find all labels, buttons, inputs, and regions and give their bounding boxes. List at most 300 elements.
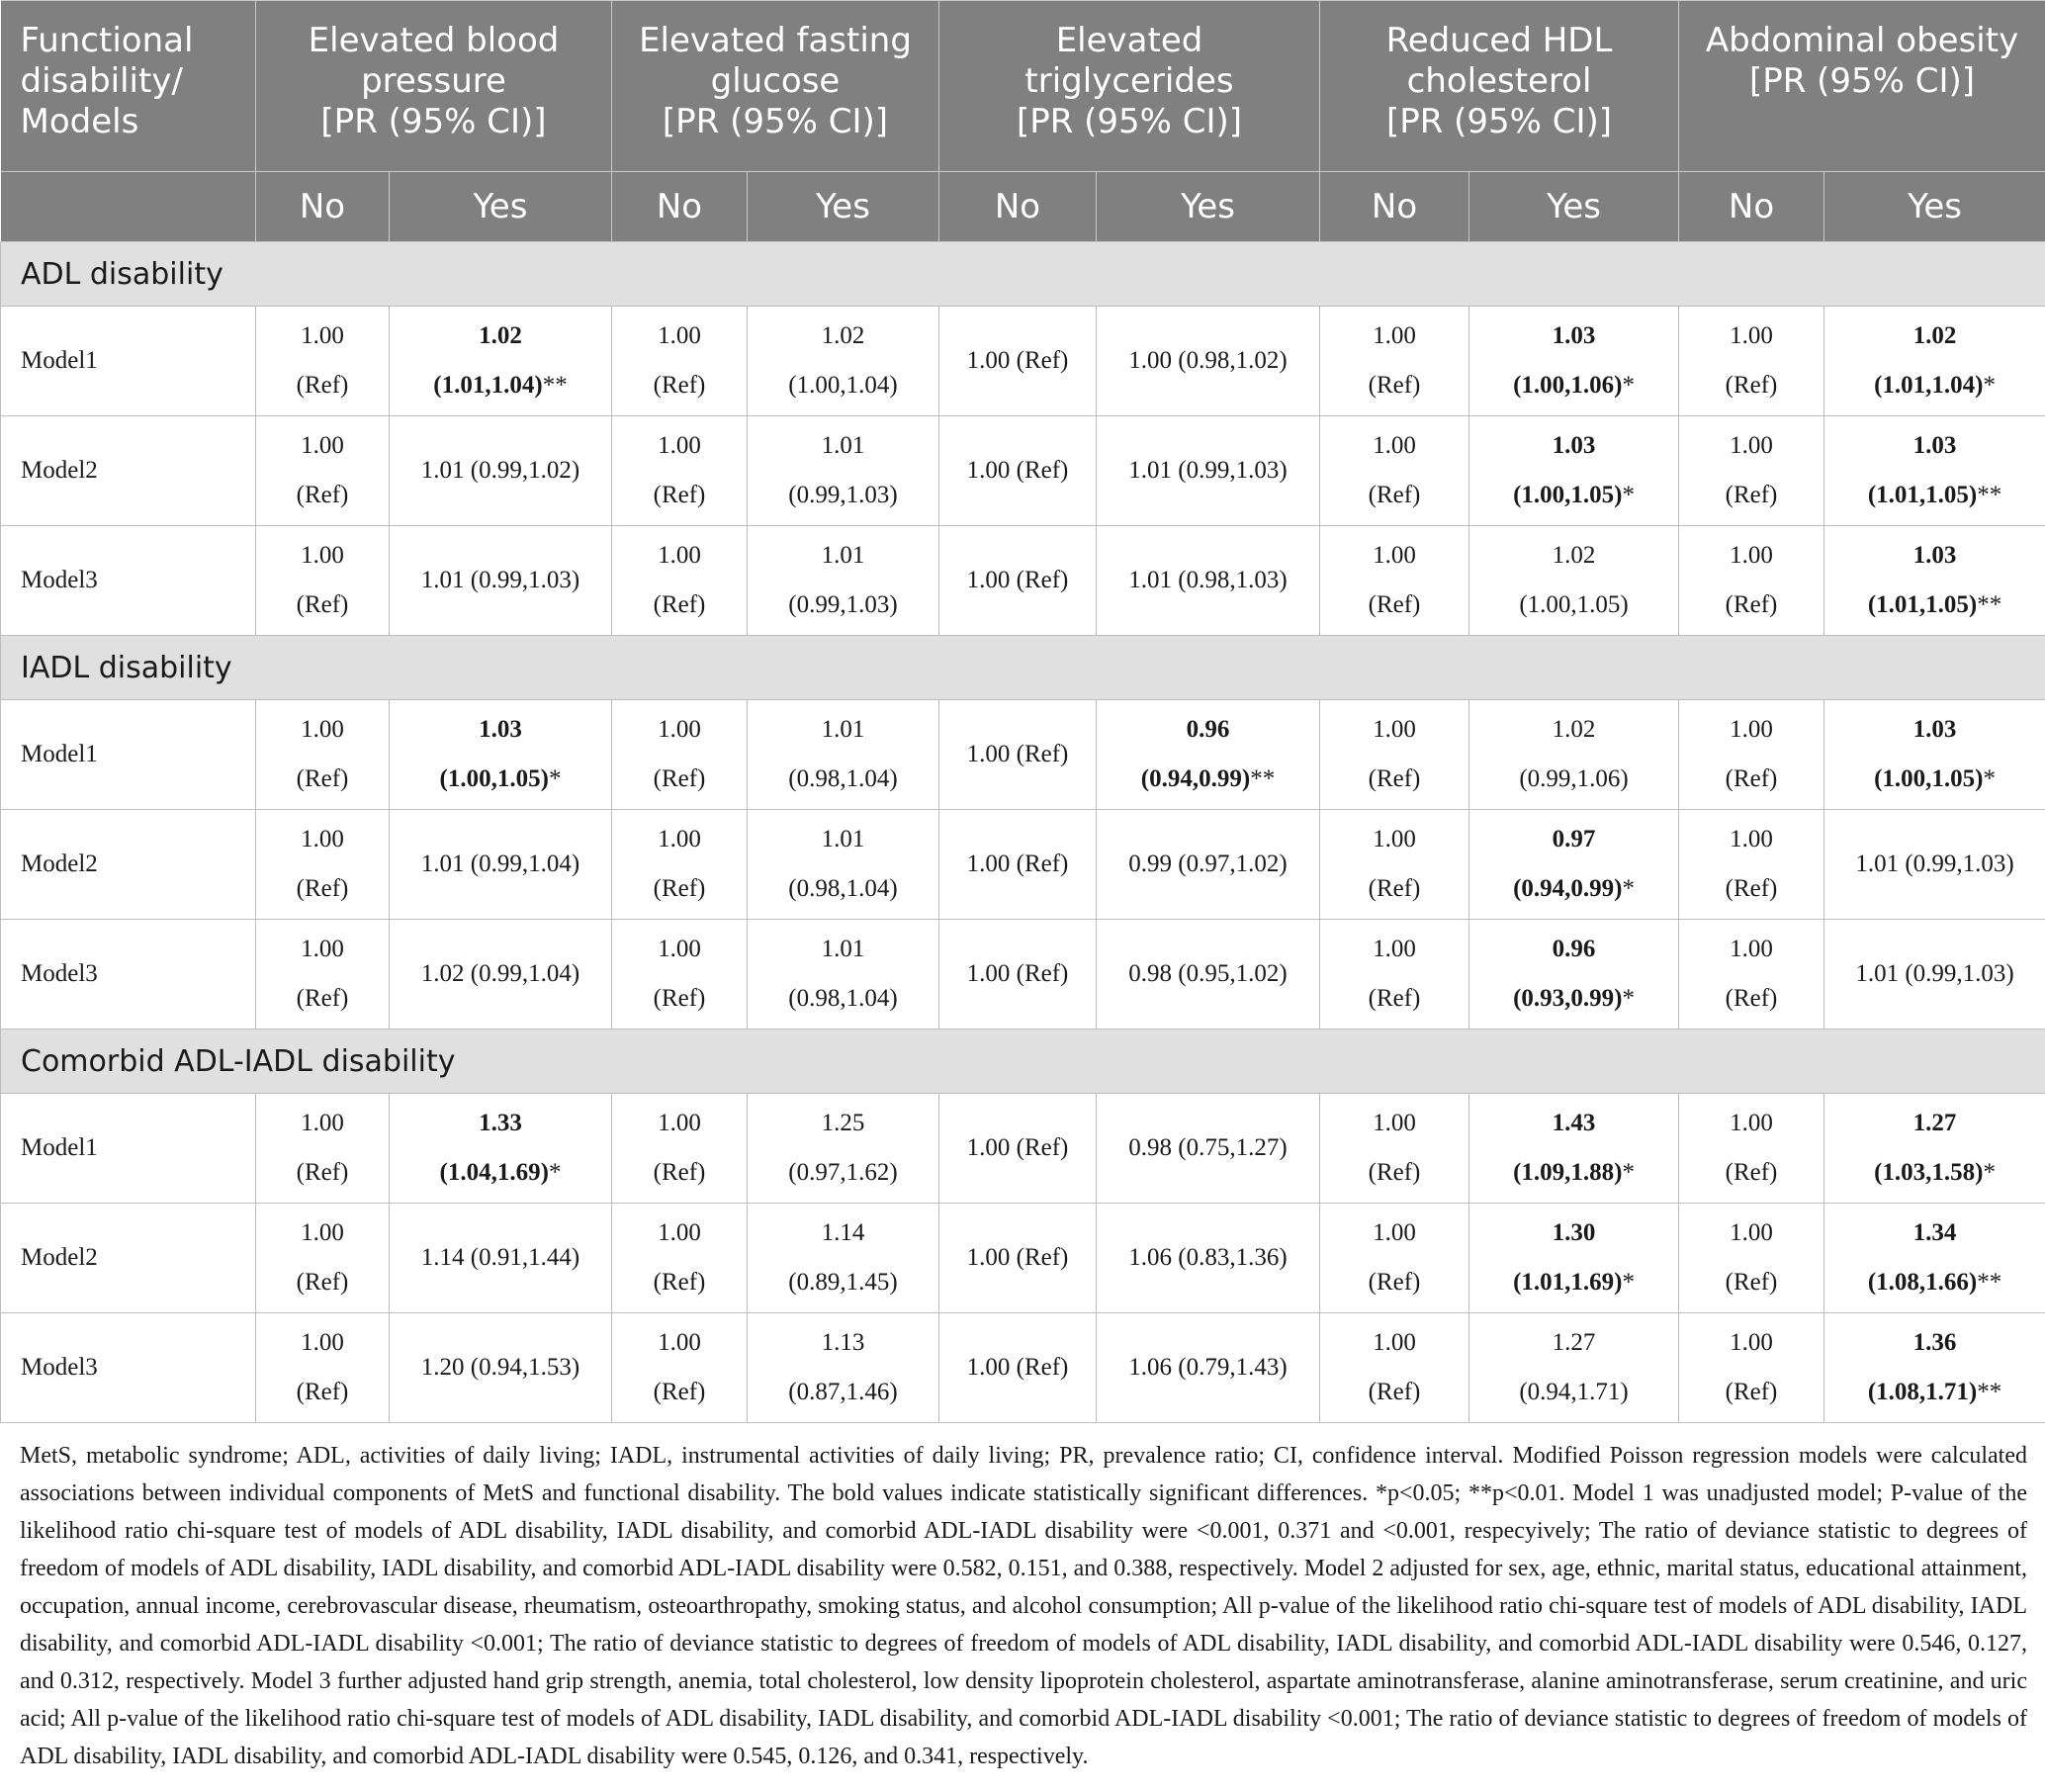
cell-ci: (Ref) xyxy=(296,875,349,902)
cell-value: 1.01 (0.99,1.03) xyxy=(1855,851,2014,877)
cell-value: 1.00 xyxy=(658,322,701,349)
cell-ci: (1.00,1.04) xyxy=(788,372,898,399)
table-cell xyxy=(1469,700,1679,810)
cell-value: 1.00 xyxy=(658,716,701,743)
cell-value: 1.00 xyxy=(1373,432,1416,459)
cell-ci: (0.94,0.99) xyxy=(1513,875,1623,902)
table-cell xyxy=(1469,416,1679,526)
significance-marker: * xyxy=(1622,482,1635,508)
cell-value: 1.00 xyxy=(301,1329,344,1356)
table-body xyxy=(1,242,2045,1423)
table-cell xyxy=(390,307,612,416)
table-cell xyxy=(1824,1094,2045,1204)
header-group-line: cholesterol xyxy=(1406,61,1592,101)
table-cell xyxy=(1097,1313,1320,1423)
cell-ci: (Ref) xyxy=(296,591,349,618)
cell-ci: (Ref) xyxy=(653,1269,706,1296)
table-cell xyxy=(939,700,1097,810)
significance-marker: ** xyxy=(1977,591,2002,618)
table-cell xyxy=(390,920,612,1030)
significance-marker: * xyxy=(548,765,562,792)
table-cell xyxy=(1679,810,1824,920)
header-corner-blank xyxy=(1,172,256,242)
cell-ci: (Ref) xyxy=(296,1269,349,1296)
cell-ci: (1.09,1.88) xyxy=(1513,1159,1623,1186)
cell-value: 0.99 (0.97,1.02) xyxy=(1128,851,1288,877)
header-group-line: Reduced HDL xyxy=(1385,21,1613,60)
cell-value: 1.02 xyxy=(1552,542,1596,569)
cell-value: 1.03 xyxy=(1912,716,1957,743)
table-cell xyxy=(256,307,390,416)
header-group-line: triglycerides xyxy=(1024,61,1234,101)
cell-value: 1.01 (0.98,1.03) xyxy=(1128,567,1288,593)
significance-marker: ** xyxy=(1250,765,1276,792)
table-cell xyxy=(612,307,748,416)
model-label: Model3 xyxy=(1,1313,256,1423)
table-cell xyxy=(1320,307,1469,416)
significance-marker: * xyxy=(1983,372,1996,399)
cell-ci: (Ref) xyxy=(1368,1159,1421,1186)
cell-value: 1.00 xyxy=(301,322,344,349)
table-cell xyxy=(390,1204,612,1313)
table-cell xyxy=(1679,1204,1824,1313)
table-cell xyxy=(939,1204,1097,1313)
table-cell xyxy=(256,700,390,810)
table-cell xyxy=(1679,526,1824,636)
header-group-line: Elevated blood xyxy=(308,21,560,60)
header-group-line: [PR (95% CI)] xyxy=(1748,61,1976,101)
cell-value: 0.98 (0.95,1.02) xyxy=(1128,960,1288,987)
cell-value: 1.00 (Ref) xyxy=(966,1354,1069,1381)
significance-marker: ** xyxy=(1977,482,2002,508)
cell-ci: (0.99,1.03) xyxy=(788,482,898,508)
cell-ci: (Ref) xyxy=(1368,875,1421,902)
table-cell xyxy=(1469,810,1679,920)
cell-value: 1.25 xyxy=(821,1110,865,1136)
table-cell xyxy=(1679,1094,1824,1204)
cell-value: 1.00 xyxy=(1373,542,1416,569)
header-yes: Yes xyxy=(1469,172,1679,242)
table-cell xyxy=(1679,700,1824,810)
cell-value: 1.00 xyxy=(658,826,701,852)
cell-value: 1.06 (0.83,1.36) xyxy=(1128,1244,1288,1271)
cell-ci: (1.01,1.05) xyxy=(1867,591,1978,618)
cell-value: 1.00 xyxy=(658,432,701,459)
significance-marker: ** xyxy=(1977,1269,2002,1296)
table-cell xyxy=(1469,307,1679,416)
table-cell xyxy=(939,416,1097,526)
table-cell xyxy=(748,1204,939,1313)
cell-ci: (0.98,1.04) xyxy=(788,765,898,792)
cell-value: 1.00 xyxy=(1730,716,1773,743)
header-no: No xyxy=(256,172,390,242)
table-cell xyxy=(1679,1313,1824,1423)
cell-value: 1.06 (0.79,1.43) xyxy=(1128,1354,1288,1381)
table-cell xyxy=(748,810,939,920)
table-cell xyxy=(1824,700,2045,810)
cell-ci: (1.01,1.69) xyxy=(1513,1269,1623,1296)
cell-ci: (0.87,1.46) xyxy=(788,1379,898,1405)
table-cell xyxy=(1097,810,1320,920)
cell-value: 1.01 xyxy=(821,716,865,743)
table-cell xyxy=(1469,1094,1679,1204)
cell-ci: (Ref) xyxy=(296,1379,349,1405)
header-corner-line: disability/ xyxy=(20,61,183,101)
cell-ci: (Ref) xyxy=(653,1379,706,1405)
cell-ci: (Ref) xyxy=(653,1159,706,1186)
cell-value: 1.00 xyxy=(301,432,344,459)
table-cell xyxy=(1824,307,2045,416)
table-cell xyxy=(1679,416,1824,526)
significance-marker: * xyxy=(1622,1159,1635,1186)
cell-ci: (Ref) xyxy=(1725,875,1778,902)
cell-ci: (1.01,1.04) xyxy=(1874,372,1984,399)
significance-marker: * xyxy=(1622,372,1635,399)
cell-ci: (0.94,0.99) xyxy=(1140,765,1251,792)
significance-marker: * xyxy=(1622,1269,1635,1296)
table-cell xyxy=(748,1094,939,1204)
cell-value: 1.00 xyxy=(1373,1110,1416,1136)
cell-value: 1.00 xyxy=(658,1329,701,1356)
table-cell xyxy=(1097,1204,1320,1313)
section-title: IADL disability xyxy=(1,636,2045,700)
cell-ci: (Ref) xyxy=(1368,765,1421,792)
cell-ci: (Ref) xyxy=(1368,591,1421,618)
table-cell xyxy=(390,526,612,636)
cell-value: 1.36 xyxy=(1912,1329,1957,1356)
significance-marker: * xyxy=(1622,875,1635,902)
header-yes: Yes xyxy=(1824,172,2045,242)
cell-value: 1.01 (0.99,1.03) xyxy=(1128,457,1288,484)
table-cell xyxy=(612,920,748,1030)
cell-value: 1.03 xyxy=(1552,432,1596,459)
cell-ci: (0.98,1.04) xyxy=(788,985,898,1012)
cell-value: 1.00 xyxy=(1730,936,1773,962)
header-group xyxy=(939,1,1320,172)
table-cell xyxy=(256,1094,390,1204)
table-row xyxy=(1,1313,2045,1423)
cell-ci: (0.89,1.45) xyxy=(788,1269,898,1296)
table-cell xyxy=(1469,1204,1679,1313)
model-label: Model2 xyxy=(1,810,256,920)
header-yes: Yes xyxy=(1097,172,1320,242)
cell-ci: (Ref) xyxy=(1725,591,1778,618)
section-row xyxy=(1,242,2045,307)
cell-ci: (Ref) xyxy=(653,482,706,508)
table-cell xyxy=(612,810,748,920)
cell-value: 1.00 xyxy=(301,1219,344,1246)
cell-value: 1.00 (Ref) xyxy=(966,1244,1069,1271)
header-corner xyxy=(1,1,256,172)
table-cell xyxy=(1097,416,1320,526)
cell-value: 1.20 (0.94,1.53) xyxy=(420,1354,580,1381)
table-cell xyxy=(1469,1313,1679,1423)
cell-value: 1.01 xyxy=(821,432,865,459)
cell-ci: (0.98,1.04) xyxy=(788,875,898,902)
cell-ci: (Ref) xyxy=(653,372,706,399)
cell-value: 1.00 xyxy=(658,542,701,569)
cell-value: 1.00 xyxy=(658,936,701,962)
cell-ci: (1.08,1.71) xyxy=(1867,1379,1978,1405)
cell-value: 1.34 xyxy=(1912,1219,1957,1246)
model-label: Model1 xyxy=(1,307,256,416)
cell-value: 1.14 (0.91,1.44) xyxy=(420,1244,580,1271)
cell-value: 1.01 xyxy=(821,936,865,962)
cell-value: 1.00 (Ref) xyxy=(966,567,1069,593)
table-cell xyxy=(1097,526,1320,636)
cell-ci: (1.03,1.58) xyxy=(1874,1159,1984,1186)
cell-value: 1.01 (0.99,1.03) xyxy=(420,567,580,593)
table-cell xyxy=(256,810,390,920)
table-cell xyxy=(256,526,390,636)
cell-value: 1.01 (0.99,1.04) xyxy=(420,851,580,877)
table-cell xyxy=(1824,920,2045,1030)
cell-value: 1.00 xyxy=(1373,1219,1416,1246)
cell-value: 1.00 xyxy=(1730,322,1773,349)
cell-ci: (Ref) xyxy=(1368,1379,1421,1405)
section-title: Comorbid ADL-IADL disability xyxy=(1,1030,2045,1094)
header-no: No xyxy=(1679,172,1824,242)
cell-value: 1.01 (0.99,1.03) xyxy=(1855,960,2014,987)
model-label: Model1 xyxy=(1,700,256,810)
table-cell xyxy=(256,920,390,1030)
table-cell xyxy=(748,307,939,416)
table-row xyxy=(1,307,2045,416)
table-cell xyxy=(939,810,1097,920)
cell-ci: (1.00,1.05) xyxy=(439,765,549,792)
header-group-line: pressure xyxy=(361,61,506,101)
cell-value: 1.00 (Ref) xyxy=(966,851,1069,877)
header-yes: Yes xyxy=(390,172,612,242)
cell-value: 1.00 xyxy=(658,1110,701,1136)
significance-marker: * xyxy=(1983,765,1996,792)
table-cell xyxy=(1824,416,2045,526)
table-row xyxy=(1,1094,2045,1204)
cell-value: 1.30 xyxy=(1552,1219,1596,1246)
cell-value: 1.00 xyxy=(1730,1329,1773,1356)
table-cell xyxy=(612,1094,748,1204)
cell-value: 1.00 xyxy=(301,542,344,569)
cell-ci: (1.01,1.05) xyxy=(1867,482,1978,508)
cell-value: 1.00 xyxy=(301,716,344,743)
cell-ci: (Ref) xyxy=(1368,372,1421,399)
cell-value: 1.27 xyxy=(1552,1329,1596,1356)
table-cell xyxy=(390,810,612,920)
cell-value: 1.00 xyxy=(1730,542,1773,569)
table-cell xyxy=(1824,1313,2045,1423)
table-cell xyxy=(390,1313,612,1423)
table-cell xyxy=(390,1094,612,1204)
header-no: No xyxy=(1320,172,1469,242)
header-group xyxy=(256,1,612,172)
table-cell xyxy=(256,1204,390,1313)
cell-value: 1.01 xyxy=(821,826,865,852)
header-group-line: [PR (95% CI)] xyxy=(320,102,547,141)
table-cell xyxy=(256,1313,390,1423)
significance-marker: * xyxy=(548,1159,562,1186)
table-cell xyxy=(939,526,1097,636)
cell-ci: (0.99,1.06) xyxy=(1519,765,1629,792)
cell-value: 1.03 xyxy=(1912,542,1957,569)
section-row xyxy=(1,636,2045,700)
cell-ci: (Ref) xyxy=(1725,482,1778,508)
model-label: Model3 xyxy=(1,920,256,1030)
cell-value: 1.33 xyxy=(479,1110,522,1136)
table-cell xyxy=(612,526,748,636)
cell-ci: (Ref) xyxy=(1725,1159,1778,1186)
cell-value: 1.00 xyxy=(1373,936,1416,962)
cell-value: 1.00 xyxy=(1373,1329,1416,1356)
cell-value: 1.01 xyxy=(821,542,865,569)
table-cell xyxy=(1097,700,1320,810)
table-cell xyxy=(1320,810,1469,920)
header-corner-line: Models xyxy=(20,102,139,141)
table-cell xyxy=(939,920,1097,1030)
table-cell xyxy=(1824,810,2045,920)
table-cell xyxy=(1679,307,1824,416)
cell-value: 0.98 (0.75,1.27) xyxy=(1128,1134,1288,1161)
cell-ci: (0.94,1.71) xyxy=(1519,1379,1629,1405)
cell-ci: (Ref) xyxy=(653,875,706,902)
table-cell xyxy=(612,1204,748,1313)
table-cell xyxy=(256,416,390,526)
cell-value: 1.43 xyxy=(1552,1110,1596,1136)
cell-value: 1.03 xyxy=(1552,322,1596,349)
table-cell xyxy=(748,1313,939,1423)
model-label: Model2 xyxy=(1,416,256,526)
header-group-line: glucose xyxy=(710,61,841,101)
model-label: Model3 xyxy=(1,526,256,636)
cell-value: 1.00 xyxy=(1730,1110,1773,1136)
cell-value: 1.00 xyxy=(1373,716,1416,743)
cell-value: 1.00 xyxy=(1373,826,1416,852)
cell-value: 1.02 (0.99,1.04) xyxy=(420,960,580,987)
significance-marker: ** xyxy=(542,372,568,399)
cell-ci: (1.04,1.69) xyxy=(439,1159,549,1186)
cell-value: 1.27 xyxy=(1912,1110,1957,1136)
cell-ci: (1.00,1.06) xyxy=(1513,372,1623,399)
header-group-line: Abdominal obesity xyxy=(1705,21,2019,60)
cell-ci: (Ref) xyxy=(296,1159,349,1186)
cell-ci: (Ref) xyxy=(296,765,349,792)
cell-value: 1.03 xyxy=(479,716,522,743)
section-title: ADL disability xyxy=(1,242,2045,307)
table-row xyxy=(1,920,2045,1030)
table-cell xyxy=(612,700,748,810)
table-cell xyxy=(1320,1313,1469,1423)
cell-value: 1.14 xyxy=(821,1219,865,1246)
cell-ci: (0.99,1.03) xyxy=(788,591,898,618)
cell-ci: (1.00,1.05) xyxy=(1519,591,1629,618)
header-corner-line: Functional xyxy=(20,21,194,60)
cell-ci: (Ref) xyxy=(1725,1379,1778,1405)
cell-value: 1.00 (Ref) xyxy=(966,741,1069,767)
cell-value: 0.96 xyxy=(1552,936,1596,962)
cell-value: 1.02 xyxy=(479,322,522,349)
table-row xyxy=(1,810,2045,920)
cell-value: 1.00 xyxy=(1373,322,1416,349)
cell-ci: (0.97,1.62) xyxy=(788,1159,898,1186)
table-cell xyxy=(939,1094,1097,1204)
table-cell xyxy=(748,526,939,636)
table-cell xyxy=(1097,307,1320,416)
header-group-line: [PR (95% CI)] xyxy=(1016,102,1243,141)
cell-ci: (Ref) xyxy=(653,591,706,618)
table-cell xyxy=(1320,1094,1469,1204)
cell-value: 1.00 xyxy=(301,826,344,852)
cell-ci: (Ref) xyxy=(296,985,349,1012)
table-cell xyxy=(939,1313,1097,1423)
cell-ci: (1.00,1.05) xyxy=(1513,482,1623,508)
cell-value: 0.96 xyxy=(1186,716,1230,743)
cell-ci: (0.93,0.99) xyxy=(1513,985,1623,1012)
cell-value: 1.00 xyxy=(1730,826,1773,852)
cell-ci: (Ref) xyxy=(1368,985,1421,1012)
table-cell xyxy=(939,307,1097,416)
cell-ci: (Ref) xyxy=(296,482,349,508)
cell-value: 1.03 xyxy=(1912,432,1957,459)
cell-value: 1.01 (0.99,1.02) xyxy=(420,457,580,484)
cell-ci: (Ref) xyxy=(653,765,706,792)
section-row xyxy=(1,1030,2045,1094)
table-cell xyxy=(748,920,939,1030)
cell-ci: (Ref) xyxy=(296,372,349,399)
table-cell xyxy=(390,700,612,810)
significance-marker: * xyxy=(1983,1159,1996,1186)
header-group xyxy=(1679,1,2045,172)
cell-value: 1.00 (Ref) xyxy=(966,457,1069,484)
header-yes: Yes xyxy=(748,172,939,242)
cell-value: 1.02 xyxy=(821,322,865,349)
table-cell xyxy=(1320,416,1469,526)
table-cell xyxy=(1469,920,1679,1030)
table-cell xyxy=(748,416,939,526)
table-cell xyxy=(1320,526,1469,636)
table-cell xyxy=(1097,920,1320,1030)
cell-value: 1.00 xyxy=(1730,432,1773,459)
header-group xyxy=(612,1,939,172)
header-group xyxy=(1320,1,1679,172)
table-cell xyxy=(390,416,612,526)
header-group-line: Elevated fasting xyxy=(639,21,912,60)
cell-ci: (Ref) xyxy=(1368,1269,1421,1296)
cell-ci: (Ref) xyxy=(653,985,706,1012)
cell-value: 0.97 xyxy=(1552,826,1596,852)
table-cell xyxy=(1320,920,1469,1030)
cell-ci: (Ref) xyxy=(1725,372,1778,399)
cell-value: 1.02 xyxy=(1552,716,1596,743)
table-cell xyxy=(1320,700,1469,810)
cell-value: 1.13 xyxy=(821,1329,865,1356)
cell-value: 1.00 (Ref) xyxy=(966,1134,1069,1161)
significance-marker: ** xyxy=(1977,1379,2002,1405)
significance-marker: * xyxy=(1622,985,1635,1012)
header-group-line: [PR (95% CI)] xyxy=(662,102,889,141)
table-row xyxy=(1,416,2045,526)
cell-value: 1.00 (0.98,1.02) xyxy=(1128,347,1288,374)
table-cell xyxy=(1679,920,1824,1030)
cell-ci: (Ref) xyxy=(1725,985,1778,1012)
table-row xyxy=(1,700,2045,810)
table-row xyxy=(1,526,2045,636)
cell-value: 1.00 xyxy=(1730,1219,1773,1246)
table-cell xyxy=(1097,1094,1320,1204)
model-label: Model1 xyxy=(1,1094,256,1204)
table-cell xyxy=(748,700,939,810)
cell-ci: (Ref) xyxy=(1725,765,1778,792)
table-row xyxy=(1,1204,2045,1313)
header-no: No xyxy=(939,172,1097,242)
